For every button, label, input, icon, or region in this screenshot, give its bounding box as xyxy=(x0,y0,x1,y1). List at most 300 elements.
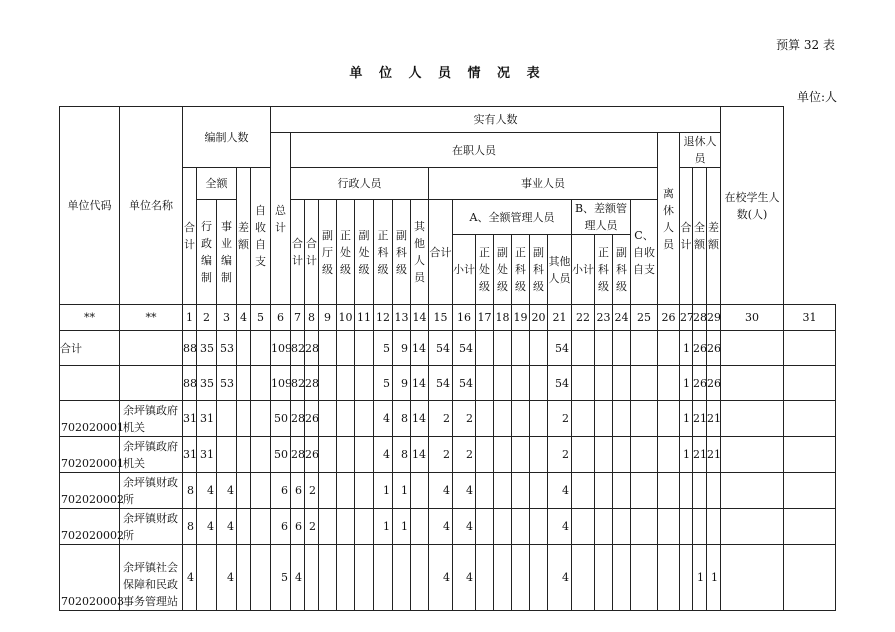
value-cell xyxy=(721,545,784,611)
header-inst-staff: 事业人员 xyxy=(429,168,658,200)
value-cell: 26 xyxy=(693,331,707,366)
index-cell: 19 xyxy=(512,305,530,331)
value-cell: 5 xyxy=(271,545,291,611)
value-cell: 1 xyxy=(680,366,693,401)
value-cell: 31 xyxy=(183,437,197,473)
header-b-diff: B、差额管理人员 xyxy=(572,200,631,235)
value-cell xyxy=(337,545,355,611)
value-cell xyxy=(613,366,631,401)
value-cell: 2 xyxy=(453,401,476,437)
value-cell xyxy=(494,437,512,473)
value-cell: 26 xyxy=(707,366,721,401)
value-cell xyxy=(319,331,337,366)
value-cell: 4 xyxy=(217,545,237,611)
value-cell: 88 xyxy=(183,331,197,366)
index-code: ** xyxy=(60,305,120,331)
value-cell xyxy=(693,473,707,509)
unit-name-cell xyxy=(120,331,183,366)
index-cell: 9 xyxy=(319,305,337,331)
value-cell: 2 xyxy=(429,401,453,437)
header-b-subtotal: 小计 xyxy=(572,235,595,305)
value-cell: 28 xyxy=(291,401,305,437)
index-cell: 31 xyxy=(784,305,836,331)
value-cell: 4 xyxy=(548,545,572,611)
index-cell: 12 xyxy=(374,305,393,331)
value-cell xyxy=(319,509,337,545)
value-cell xyxy=(631,437,658,473)
value-cell xyxy=(572,401,595,437)
index-cell: 28 xyxy=(693,305,707,331)
header-onjob: 在职人员 xyxy=(291,133,658,168)
value-cell xyxy=(572,473,595,509)
header-c-self: C、自收自支 xyxy=(631,200,658,305)
value-cell xyxy=(217,437,237,473)
value-cell xyxy=(337,473,355,509)
value-cell xyxy=(572,331,595,366)
header-a-chief-sec: 正科级 xyxy=(512,235,530,305)
value-cell xyxy=(680,473,693,509)
value-cell: 50 xyxy=(271,437,291,473)
value-cell xyxy=(476,331,494,366)
value-cell: 28 xyxy=(305,366,319,401)
value-cell xyxy=(595,401,613,437)
value-cell xyxy=(572,366,595,401)
value-cell xyxy=(337,509,355,545)
value-cell xyxy=(319,366,337,401)
header-b-chief-sec: 正科级 xyxy=(595,235,613,305)
value-cell: 28 xyxy=(291,437,305,473)
value-cell xyxy=(355,366,374,401)
value-cell: 4 xyxy=(548,509,572,545)
table-row xyxy=(60,366,836,401)
index-cell: 10 xyxy=(337,305,355,331)
unit-name-cell: 余坪镇政府机关 xyxy=(120,401,183,437)
value-cell xyxy=(494,473,512,509)
value-cell: 8 xyxy=(183,473,197,509)
value-cell xyxy=(613,473,631,509)
index-name: ** xyxy=(120,305,183,331)
header-unit-code: 单位代码 xyxy=(60,107,120,305)
unit-code-cell xyxy=(60,366,120,401)
value-cell xyxy=(237,473,251,509)
value-cell xyxy=(319,401,337,437)
value-cell xyxy=(337,437,355,473)
value-cell xyxy=(251,545,271,611)
value-cell: 5 xyxy=(374,331,393,366)
value-cell: 28 xyxy=(305,331,319,366)
value-cell: 1 xyxy=(707,545,721,611)
value-cell: 9 xyxy=(393,331,411,366)
value-cell xyxy=(494,401,512,437)
header-a-full: A、全额管理人员 xyxy=(453,200,572,235)
value-cell xyxy=(572,437,595,473)
value-cell xyxy=(658,437,680,473)
value-cell: 5 xyxy=(374,366,393,401)
value-cell xyxy=(595,509,613,545)
index-cell: 23 xyxy=(595,305,613,331)
header-ret-total: 合计 xyxy=(680,168,693,305)
value-cell xyxy=(631,545,658,611)
value-cell xyxy=(393,545,411,611)
header-inst-total: 合计 xyxy=(429,200,453,305)
value-cell xyxy=(595,437,613,473)
value-cell: 109 xyxy=(271,331,291,366)
value-cell: 1 xyxy=(393,473,411,509)
index-cell: 7 xyxy=(291,305,305,331)
header-actual: 实有人数 xyxy=(271,107,721,133)
value-cell xyxy=(784,366,836,401)
value-cell xyxy=(693,509,707,545)
value-cell: 54 xyxy=(453,366,476,401)
value-cell xyxy=(595,545,613,611)
value-cell: 6 xyxy=(291,509,305,545)
value-cell xyxy=(476,473,494,509)
value-cell: 2 xyxy=(305,473,319,509)
value-cell: 2 xyxy=(429,437,453,473)
value-cell xyxy=(237,331,251,366)
index-cell: 24 xyxy=(613,305,631,331)
index-cell: 20 xyxy=(530,305,548,331)
header-deputy-bureau: 副厅级 xyxy=(319,200,337,305)
value-cell xyxy=(530,473,548,509)
value-cell xyxy=(595,473,613,509)
header-a-subtotal: 小计 xyxy=(453,235,476,305)
value-cell xyxy=(237,437,251,473)
value-cell xyxy=(319,473,337,509)
value-cell xyxy=(494,509,512,545)
value-cell: 1 xyxy=(680,401,693,437)
value-cell: 1 xyxy=(680,331,693,366)
value-cell xyxy=(530,509,548,545)
unit-name-cell: 余坪镇社会保障和民政事务管理站 xyxy=(120,545,183,611)
header-a-deputy-div: 副处级 xyxy=(494,235,512,305)
value-cell: 54 xyxy=(453,331,476,366)
value-cell: 26 xyxy=(693,366,707,401)
unit-name-cell: 余坪镇财政所 xyxy=(120,509,183,545)
index-cell: 14 xyxy=(411,305,429,331)
value-cell xyxy=(721,509,784,545)
value-cell: 4 xyxy=(217,473,237,509)
value-cell xyxy=(680,509,693,545)
index-cell: 13 xyxy=(393,305,411,331)
header-admin-quota: 行政编制 xyxy=(197,200,217,305)
index-cell: 3 xyxy=(217,305,237,331)
page-title: 单 位 人 员 情 况 表 xyxy=(349,66,546,81)
index-cell: 21 xyxy=(548,305,572,331)
value-cell xyxy=(572,545,595,611)
value-cell xyxy=(512,545,530,611)
value-cell: 4 xyxy=(197,509,217,545)
value-cell: 88 xyxy=(183,366,197,401)
value-cell: 35 xyxy=(197,331,217,366)
value-cell: 9 xyxy=(393,366,411,401)
index-cell: 25 xyxy=(631,305,658,331)
value-cell: 4 xyxy=(197,473,217,509)
value-cell: 54 xyxy=(429,366,453,401)
value-cell: 21 xyxy=(693,437,707,473)
header-deputy-div: 副处级 xyxy=(355,200,374,305)
header-full: 全额 xyxy=(197,168,237,200)
value-cell: 26 xyxy=(305,437,319,473)
value-cell xyxy=(355,509,374,545)
value-cell xyxy=(512,331,530,366)
value-cell xyxy=(721,473,784,509)
header-a-others: 其他人员 xyxy=(548,235,572,305)
value-cell: 4 xyxy=(453,509,476,545)
table-number: 预算 32 表 xyxy=(776,38,835,52)
value-cell: 1 xyxy=(393,509,411,545)
header-admin-subtotal: 合计 xyxy=(305,200,319,305)
table-row xyxy=(60,401,836,437)
personnel-table xyxy=(59,106,836,611)
value-cell: 1 xyxy=(374,473,393,509)
value-cell: 26 xyxy=(305,401,319,437)
index-cell: 5 xyxy=(251,305,271,331)
value-cell xyxy=(237,509,251,545)
header-retired: 退休人员 xyxy=(680,133,721,168)
value-cell: 31 xyxy=(197,437,217,473)
value-cell xyxy=(595,366,613,401)
unit-code-cell: 702020002 xyxy=(60,473,120,509)
value-cell: 50 xyxy=(271,401,291,437)
index-cell: 2 xyxy=(197,305,217,331)
value-cell xyxy=(251,437,271,473)
value-cell: 14 xyxy=(411,366,429,401)
value-cell xyxy=(613,401,631,437)
unit-name-cell xyxy=(120,366,183,401)
value-cell: 26 xyxy=(707,331,721,366)
value-cell: 31 xyxy=(197,401,217,437)
header-total-all: 总计 xyxy=(271,133,291,305)
value-cell xyxy=(530,545,548,611)
value-cell xyxy=(613,545,631,611)
value-cell: 4 xyxy=(374,401,393,437)
value-cell: 8 xyxy=(183,509,197,545)
value-cell xyxy=(337,366,355,401)
header-b-deputy-sec: 副科级 xyxy=(613,235,631,305)
value-cell: 2 xyxy=(548,437,572,473)
index-cell: 16 xyxy=(453,305,476,331)
value-cell: 6 xyxy=(271,509,291,545)
header-chief-div: 正处级 xyxy=(337,200,355,305)
index-cell: 30 xyxy=(721,305,784,331)
unit-code-cell: 702020001 xyxy=(60,401,120,437)
value-cell xyxy=(197,545,217,611)
value-cell xyxy=(374,545,393,611)
value-cell xyxy=(572,509,595,545)
value-cell xyxy=(595,331,613,366)
value-cell xyxy=(411,473,429,509)
value-cell xyxy=(237,401,251,437)
header-quota: 编制人数 xyxy=(183,107,271,168)
value-cell xyxy=(476,437,494,473)
header-admin-others: 其他人员 xyxy=(411,200,429,305)
value-cell: 4 xyxy=(217,509,237,545)
index-cell: 22 xyxy=(572,305,595,331)
value-cell xyxy=(658,545,680,611)
value-cell xyxy=(707,509,721,545)
value-cell xyxy=(355,473,374,509)
index-cell: 8 xyxy=(305,305,319,331)
header-unit-name: 单位名称 xyxy=(120,107,183,305)
value-cell xyxy=(476,545,494,611)
value-cell: 35 xyxy=(197,366,217,401)
value-cell xyxy=(251,509,271,545)
value-cell: 21 xyxy=(707,401,721,437)
value-cell xyxy=(217,401,237,437)
value-cell xyxy=(251,473,271,509)
value-cell xyxy=(337,331,355,366)
value-cell: 2 xyxy=(548,401,572,437)
header-deputy-sec: 副科级 xyxy=(393,200,411,305)
value-cell xyxy=(658,509,680,545)
value-cell xyxy=(355,331,374,366)
unit-code-cell: 702020003 xyxy=(60,545,120,611)
value-cell xyxy=(337,401,355,437)
value-cell xyxy=(476,366,494,401)
index-row xyxy=(60,305,836,331)
header-diff: 差额 xyxy=(237,168,251,305)
value-cell: 14 xyxy=(411,401,429,437)
value-cell xyxy=(494,366,512,401)
index-cell: 29 xyxy=(707,305,721,331)
value-cell xyxy=(784,473,836,509)
index-cell: 17 xyxy=(476,305,494,331)
value-cell xyxy=(494,545,512,611)
value-cell xyxy=(512,509,530,545)
value-cell xyxy=(319,437,337,473)
value-cell: 8 xyxy=(393,437,411,473)
value-cell xyxy=(721,437,784,473)
value-cell xyxy=(784,401,836,437)
value-cell: 31 xyxy=(183,401,197,437)
value-cell xyxy=(784,437,836,473)
unit-code-cell: 702020001 xyxy=(60,437,120,473)
table-row xyxy=(60,545,836,611)
value-cell xyxy=(476,509,494,545)
unit-name-cell: 余坪镇财政所 xyxy=(120,473,183,509)
value-cell xyxy=(707,473,721,509)
header-admin-total: 合计 xyxy=(291,200,305,305)
value-cell: 4 xyxy=(548,473,572,509)
value-cell xyxy=(251,366,271,401)
value-cell xyxy=(237,366,251,401)
value-cell xyxy=(512,366,530,401)
index-cell: 4 xyxy=(237,305,251,331)
header-self: 自收自支 xyxy=(251,168,271,305)
value-cell xyxy=(631,473,658,509)
value-cell xyxy=(251,331,271,366)
value-cell xyxy=(613,509,631,545)
header-admin-staff: 行政人员 xyxy=(291,168,429,200)
value-cell: 21 xyxy=(693,401,707,437)
value-cell xyxy=(658,366,680,401)
header-a-chief-div: 正处级 xyxy=(476,235,494,305)
value-cell: 6 xyxy=(291,473,305,509)
value-cell xyxy=(494,331,512,366)
header-ret-full: 全额 xyxy=(693,168,707,305)
value-cell: 54 xyxy=(548,366,572,401)
value-cell xyxy=(631,401,658,437)
value-cell xyxy=(355,437,374,473)
value-cell: 82 xyxy=(291,366,305,401)
unit-name-cell: 余坪镇政府机关 xyxy=(120,437,183,473)
value-cell: 2 xyxy=(453,437,476,473)
unit-label: 单位:人 xyxy=(796,90,837,104)
header-chief-sec: 正科级 xyxy=(374,200,393,305)
value-cell xyxy=(613,437,631,473)
value-cell xyxy=(530,401,548,437)
value-cell xyxy=(305,545,319,611)
header-quota-total: 合计 xyxy=(183,168,197,305)
value-cell xyxy=(237,545,251,611)
value-cell: 53 xyxy=(217,331,237,366)
index-cell: 1 xyxy=(183,305,197,331)
index-cell: 15 xyxy=(429,305,453,331)
header-ret-diff: 差额 xyxy=(707,168,721,305)
table-row xyxy=(60,437,836,473)
value-cell xyxy=(658,331,680,366)
value-cell: 1 xyxy=(693,545,707,611)
value-cell: 54 xyxy=(548,331,572,366)
index-cell: 18 xyxy=(494,305,512,331)
index-cell: 6 xyxy=(271,305,291,331)
value-cell xyxy=(476,401,494,437)
unit-code-cell: 702020002 xyxy=(60,509,120,545)
value-cell xyxy=(784,545,836,611)
value-cell xyxy=(784,331,836,366)
value-cell xyxy=(411,545,429,611)
value-cell xyxy=(658,473,680,509)
table-row xyxy=(60,509,836,545)
value-cell xyxy=(721,331,784,366)
header-students: 在校学生人数(人) xyxy=(721,107,784,305)
value-cell xyxy=(631,331,658,366)
value-cell xyxy=(613,331,631,366)
value-cell: 21 xyxy=(707,437,721,473)
value-cell: 14 xyxy=(411,331,429,366)
index-cell: 11 xyxy=(355,305,374,331)
value-cell: 2 xyxy=(305,509,319,545)
value-cell: 4 xyxy=(429,545,453,611)
value-cell xyxy=(512,473,530,509)
header-inst-quota: 事业编制 xyxy=(217,200,237,305)
value-cell: 1 xyxy=(680,437,693,473)
value-cell xyxy=(411,509,429,545)
value-cell xyxy=(512,401,530,437)
value-cell xyxy=(530,366,548,401)
value-cell: 14 xyxy=(411,437,429,473)
index-cell: 27 xyxy=(680,305,693,331)
value-cell: 54 xyxy=(429,331,453,366)
header-a-deputy-sec: 副科级 xyxy=(530,235,548,305)
value-cell: 109 xyxy=(271,366,291,401)
value-cell xyxy=(355,545,374,611)
value-cell xyxy=(319,545,337,611)
value-cell xyxy=(530,331,548,366)
value-cell xyxy=(631,366,658,401)
value-cell xyxy=(658,401,680,437)
header-retired-off: 离休人员 xyxy=(658,133,680,305)
value-cell xyxy=(355,401,374,437)
value-cell: 4 xyxy=(183,545,197,611)
value-cell xyxy=(530,437,548,473)
value-cell: 8 xyxy=(393,401,411,437)
value-cell: 1 xyxy=(374,509,393,545)
value-cell: 4 xyxy=(291,545,305,611)
value-cell: 4 xyxy=(374,437,393,473)
value-cell: 4 xyxy=(453,473,476,509)
